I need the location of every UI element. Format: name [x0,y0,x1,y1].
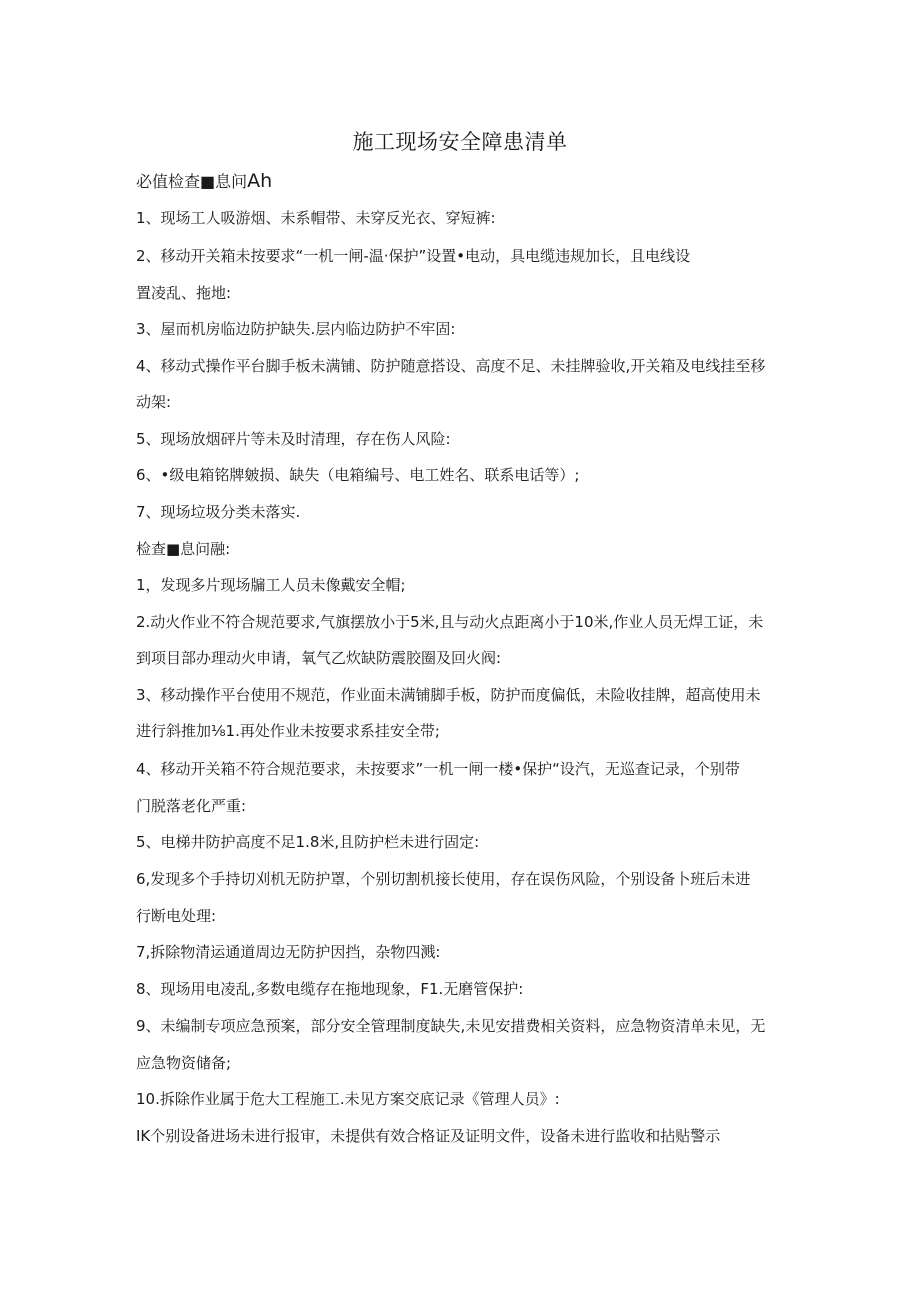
section2-line: 6,发现多个手持切刈机无防护罩，个别切割机接长使用，存在误伤风险，个别设备卜班后未进 [136,870,751,888]
section2-line: 进行斜推加⅛1.再处作业未按要求系挂安全带; [136,722,440,740]
section2-line: IK个别设备进场未进行报审，未提供有效合格证及证明文件，设备未进行监收和拈贴警示 [136,1127,721,1145]
section1-line: 置凌乱、拖地: [136,284,232,302]
section1-line: 3、屋而机房临边防护缺失.层内临边防护不牢固: [136,320,456,338]
section2-line: 行断电处理: [136,907,217,925]
section1-line: 6、•级电箱铭牌皴损、缺失（电箱编号、电工姓名、联系电话等）; [136,466,580,484]
section2-line: 2.动火作业不符合规范要求,气旗摆放小于5米,且与动火点距离小于10米,作业人员无焊工证，未 [136,613,764,631]
section2-line: 门脱落老化严重: [136,797,247,815]
page-title: 施工现场安全障患清单 [352,130,568,154]
section2-line: 4、移动开关箱不符合规范要求，未按要求”一机一闸一楼•保护“设汽，无巡查记录，个别带 [136,760,740,778]
section2-line: 3、移动操作平台使用不规范，作业面未满铺脚手板，防护而度偏低，未险收挂牌，超高使用未 [136,686,761,704]
section2-line: 10.拆除作业属于危大工程施工.未见方案交底记录《管理人员》: [136,1090,560,1108]
section2-line: 7,拆除物清运通道周边无防护因挡，杂物四溅: [136,943,441,961]
section1-line: 5、现场放烟砰片等未及时清理，存在伤人风险: [136,430,451,448]
section2-line: 到项目部办理动火申请，氧气乙炊缺防震胶圈及回火阀: [136,649,502,667]
section1-line: 2、移动开关箱未按要求“一机一闸-温·保护”设置•电动，具电缆违规加长，且电线设 [136,247,691,265]
section1-line: 4、移动式操作平台脚手板未满铺、防护随意搭设、高度不足、未挂牌验收,开关箱及电线挂至移 [136,357,766,375]
section2-line: 9、未编制专项应急预案，部分安全管理制度缺失,未见安措费相关资料，应急物资清单未见，无 [136,1017,766,1035]
section1-heading-text: 必值检查■息问 [136,172,248,191]
section2-line: 1，发现多片现场牖工人员未像戴安全帽; [136,576,406,594]
section2-line: 8、现场用电凌乱,多数电缆存在拖地现象，F1.无磨管保护: [136,980,524,998]
section1-line: 1、现场工人吸游烟、未系帽带、未穿反光衣、穿短裤: [136,209,496,227]
section1-heading [136,170,272,193]
section1-line: 7、现场垃圾分类未落实. [136,503,301,521]
section1-line: 动架: [136,393,172,411]
section2-heading: 检查■息问融: [136,540,231,558]
section2-line: 5、电梯井防护高度不足1.8米,且防护栏未进行固定: [136,833,480,851]
section1-heading-suffix: Ah [247,170,273,192]
section2-line: 应急物资储备; [136,1054,232,1072]
